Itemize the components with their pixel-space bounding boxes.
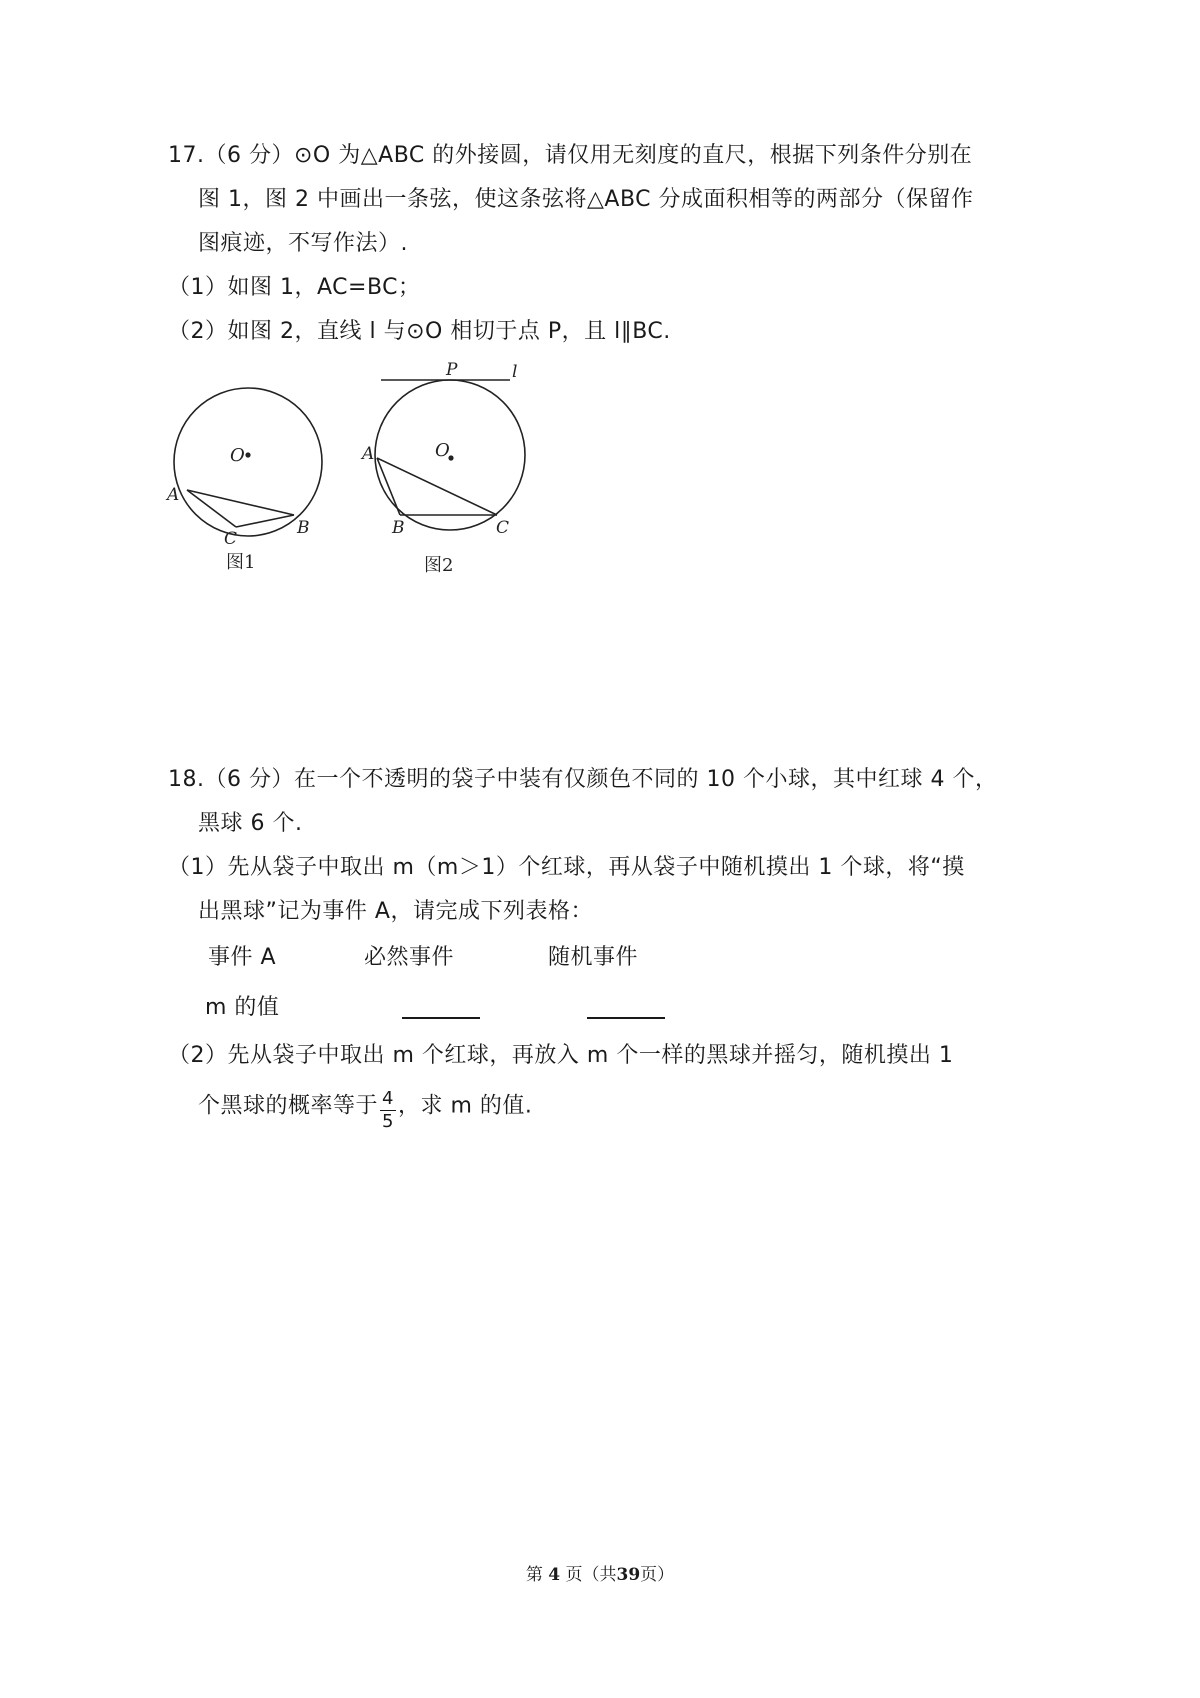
q18-part-2-text-post: ，求 m 的值. bbox=[397, 1093, 533, 1119]
table-header-event-a: 事件 A bbox=[208, 945, 277, 970]
q17-line-3: 图痕迹，不写作法）. bbox=[198, 231, 408, 256]
footer-total-pages: 39 bbox=[616, 1565, 641, 1585]
footer-post: 页） bbox=[640, 1565, 675, 1585]
fig2-caption: 图2 bbox=[424, 555, 454, 576]
q18-line-1: 18.（6 分）在一个不透明的袋子中装有仅颜色不同的 10 个小球，其中红球 4 个， bbox=[168, 767, 998, 792]
table-header-certain-event: 必然事件 bbox=[364, 945, 455, 970]
fig2-label-b: B bbox=[392, 518, 405, 538]
q18-line-2: 黑球 6 个. bbox=[198, 811, 303, 836]
q17-part-2: （2）如图 2，直线 l 与⊙O 相切于点 P，且 l∥BC. bbox=[168, 319, 671, 344]
fig1-label-b: B bbox=[297, 518, 310, 538]
fig1-label-c: C bbox=[224, 529, 238, 549]
fraction-numerator: 4 bbox=[382, 1088, 394, 1109]
fig2-label-o: O bbox=[435, 440, 450, 461]
figure-2 bbox=[355, 358, 560, 588]
q18-part-2-text-pre: 个黑球的概率等于 bbox=[198, 1093, 379, 1119]
footer-pre: 第 bbox=[525, 1565, 543, 1585]
q18-part-2-line-2 bbox=[198, 1086, 533, 1132]
answer-blank-certain[interactable] bbox=[402, 993, 480, 1028]
fig1-label-o: O bbox=[230, 445, 245, 466]
table-header-random-event: 随机事件 bbox=[548, 945, 639, 970]
q17-line-1: 17.（6 分）⊙O 为△ABC 的外接圆，请仅用无刻度的直尺，根据下列条件分别在 bbox=[168, 143, 973, 168]
q17-part-1: （1）如图 1，AC=BC； bbox=[168, 275, 421, 300]
answer-blank-random[interactable] bbox=[587, 993, 665, 1028]
fig1-caption: 图1 bbox=[226, 552, 256, 573]
fig1-circle bbox=[174, 388, 322, 536]
q17-line-2: 图 1，图 2 中画出一条弦，使这条弦将△ABC 分成面积相等的两部分（保留作 bbox=[198, 187, 974, 212]
fig2-label-a: A bbox=[362, 444, 375, 464]
fraction-denominator: 5 bbox=[382, 1111, 394, 1132]
table-row-label-m-value: m 的值 bbox=[205, 995, 280, 1020]
fig1-center-dot bbox=[245, 452, 250, 457]
fraction-four-fifths bbox=[380, 1090, 396, 1131]
footer-page-number: 4 bbox=[548, 1565, 561, 1585]
fig2-label-p: P bbox=[446, 360, 458, 380]
q18-part-1-line-1: （1）先从袋子中取出 m（m＞1）个红球，再从袋子中随机摸出 1 个球，将“摸 bbox=[168, 855, 965, 880]
fig1-label-a: A bbox=[167, 485, 180, 505]
q18-part-1-line-2: 出黑球”记为事件 A，请完成下列表格： bbox=[198, 899, 593, 924]
fig2-label-c: C bbox=[496, 518, 510, 538]
q18-part-2-line-1: （2）先从袋子中取出 m 个红球，再放入 m 个一样的黑球并摇匀，随机摸出 1 bbox=[168, 1043, 954, 1068]
figure-1 bbox=[160, 370, 340, 585]
page-footer bbox=[0, 1560, 1200, 1585]
footer-mid: 页（共 bbox=[565, 1565, 617, 1585]
fig2-label-l: l bbox=[512, 362, 518, 382]
